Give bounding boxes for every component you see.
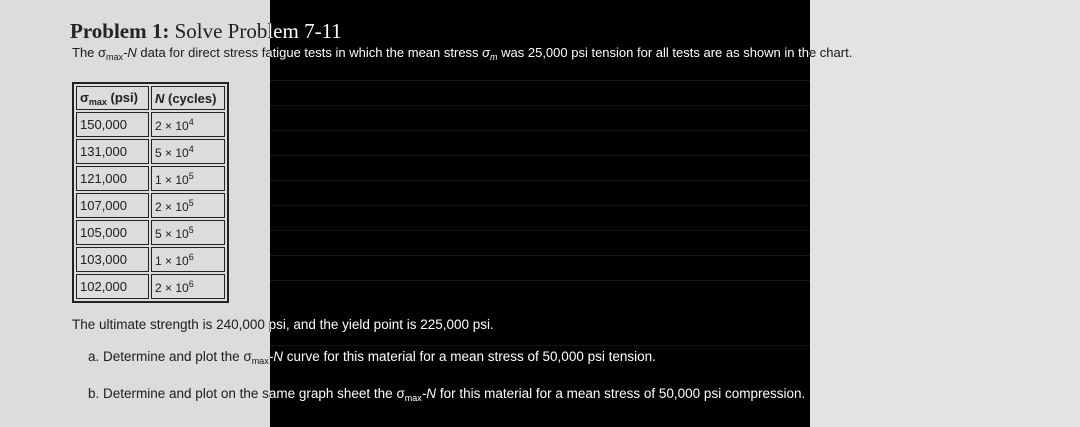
cycles-base: 2 × 10: [155, 280, 189, 295]
problem-title: [70, 19, 342, 44]
stress-cell: 131,000: [76, 139, 149, 164]
cycles-cell: [151, 112, 225, 137]
cycles-cell: [151, 193, 225, 218]
question-part-b: [88, 386, 805, 403]
cycles-base: 1 × 10: [155, 172, 189, 187]
intro-text: data for direct stress fatigue tests in which the mean stress: [136, 45, 483, 60]
n-symbol: -N: [123, 45, 137, 60]
sigma-symbol: σ: [482, 45, 491, 60]
question-text: a. Determine and plot the: [88, 349, 244, 364]
table-row: [76, 274, 225, 299]
table-row: [76, 220, 225, 245]
cycles-cell: [151, 139, 225, 164]
cycles-base: 1 × 10: [155, 253, 189, 268]
sigma-symbol: σ: [98, 45, 107, 60]
max-subscript: max: [106, 52, 124, 62]
table-row: [76, 247, 225, 272]
sigma-symbol: σ: [80, 89, 89, 105]
n-symbol: -N: [268, 349, 283, 364]
unit-label: (psi): [106, 89, 138, 105]
sigma-symbol: σ: [243, 349, 252, 364]
cycles-exponent: 6: [188, 251, 194, 262]
question-part-a: [88, 349, 656, 366]
n-symbol: N: [155, 90, 165, 106]
cycles-exponent: 5: [188, 170, 194, 181]
cycles-exponent: 6: [188, 278, 194, 289]
problem-title-text: Solve Problem 7-11: [169, 19, 342, 43]
sigma-symbol: σ: [396, 386, 405, 401]
table-row: [76, 193, 225, 218]
table-row: [76, 112, 225, 137]
cycles-base: 2 × 10: [155, 199, 189, 214]
table-row: [76, 139, 225, 164]
cycles-base: 5 × 10: [155, 226, 189, 241]
cycles-cell: [151, 247, 225, 272]
intro-text: The: [72, 45, 99, 60]
problem-number: Problem 1:: [70, 19, 170, 43]
fatigue-data-table: [72, 82, 229, 303]
stress-cell: 150,000: [76, 112, 149, 137]
cycles-exponent: 5: [188, 224, 194, 235]
cycles-cell: [151, 166, 225, 191]
cycles-column-header: [151, 86, 225, 110]
max-subscript: max: [88, 96, 107, 107]
cycles-exponent: 4: [188, 116, 194, 127]
m-subscript: m: [490, 52, 498, 62]
intro-paragraph: [72, 45, 852, 62]
cycles-cell: [151, 274, 225, 299]
cycles-cell: [151, 220, 225, 245]
cycles-exponent: 5: [188, 197, 194, 208]
table-header-row: [76, 86, 225, 110]
question-text: curve for this material for a mean stress of 50,000 psi tension.: [282, 349, 656, 364]
max-subscript: max: [404, 393, 422, 403]
strength-statement: The ultimate strength is 240,000 psi, and the yield point is 225,000 psi.: [72, 317, 494, 332]
n-symbol: -N: [421, 386, 437, 401]
stress-cell: 102,000: [76, 274, 149, 299]
cycles-exponent: 4: [188, 143, 194, 154]
question-text: for this material for a mean stress of 50,000 psi compression.: [436, 386, 806, 401]
stress-cell: 105,000: [76, 220, 149, 245]
intro-text: was 25,000 psi tension for all tests are as shown in the chart.: [497, 45, 853, 60]
unit-label: (cycles): [164, 90, 217, 106]
cycles-base: 5 × 10: [155, 145, 189, 160]
max-subscript: max: [251, 356, 269, 366]
stress-cell: 103,000: [76, 247, 149, 272]
stress-column-header: [76, 86, 149, 110]
stress-cell: 121,000: [76, 166, 149, 191]
cycles-base: 2 × 10: [155, 118, 189, 133]
table-row: [76, 166, 225, 191]
stress-cell: 107,000: [76, 193, 149, 218]
question-text: b. Determine and plot on the same graph sheet the: [88, 386, 397, 401]
